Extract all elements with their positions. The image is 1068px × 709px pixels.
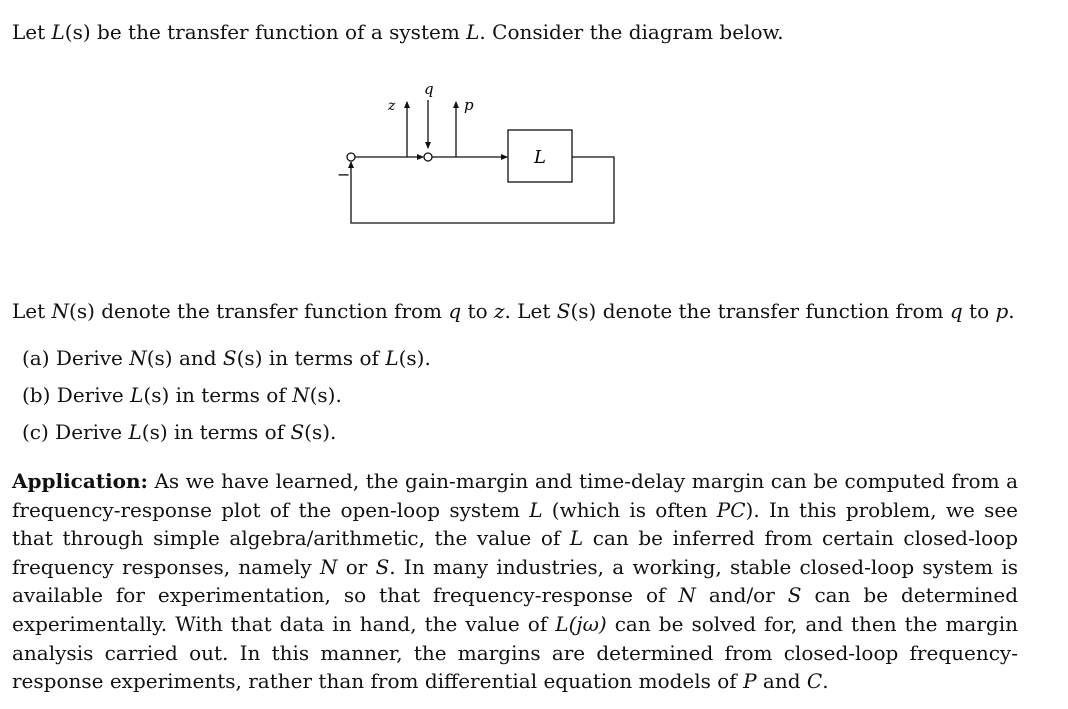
- feedback-path: [351, 157, 614, 223]
- summing-junction-right: [424, 153, 432, 161]
- application-paragraph: Application: As we have learned, the gain-margin and time-delay margin can be computed from a frequency-response plot of the open-loop system L (which is often PC). In this problem, we see that through simple algebra/arithmetic, the value of L can be inferred from certain closed-loop frequency responses, namely N or S. In many industries, a working, stable closed-loop system is available for experimentation, so that frequency-response of N and/or S can be determined experimentally. With that data in hand, the value of L(jω) can be solved for, and then the margin analysis carried out. In this manner, the margins are determined from closed-loop frequency-response experiments, rather than from differential equation models of P and C.: [12, 469, 1019, 694]
- question-item-c: (c) Derive L(s) in terms of S(s).: [22, 420, 337, 444]
- q-label: q: [424, 80, 434, 98]
- minus-sign: −: [337, 165, 351, 184]
- z-label: z: [388, 98, 396, 114]
- application-heading: Application:: [12, 469, 148, 493]
- question-item-a: (a) Derive N(s) and S(s) in terms of L(s).: [22, 346, 431, 370]
- L-block-label: L: [534, 147, 546, 168]
- definitions-sentence: Let N(s) denote the transfer function from q to z. Let S(s) denote the transfer function from q to p.: [12, 299, 1015, 323]
- summing-junction-left: [347, 153, 355, 161]
- p-label: p: [464, 96, 474, 114]
- block-diagram: [320, 72, 640, 242]
- question-item-b: (b) Derive L(s) in terms of N(s).: [22, 383, 342, 407]
- intro-sentence: Let L(s) be the transfer function of a system L. Consider the diagram below.: [12, 20, 784, 44]
